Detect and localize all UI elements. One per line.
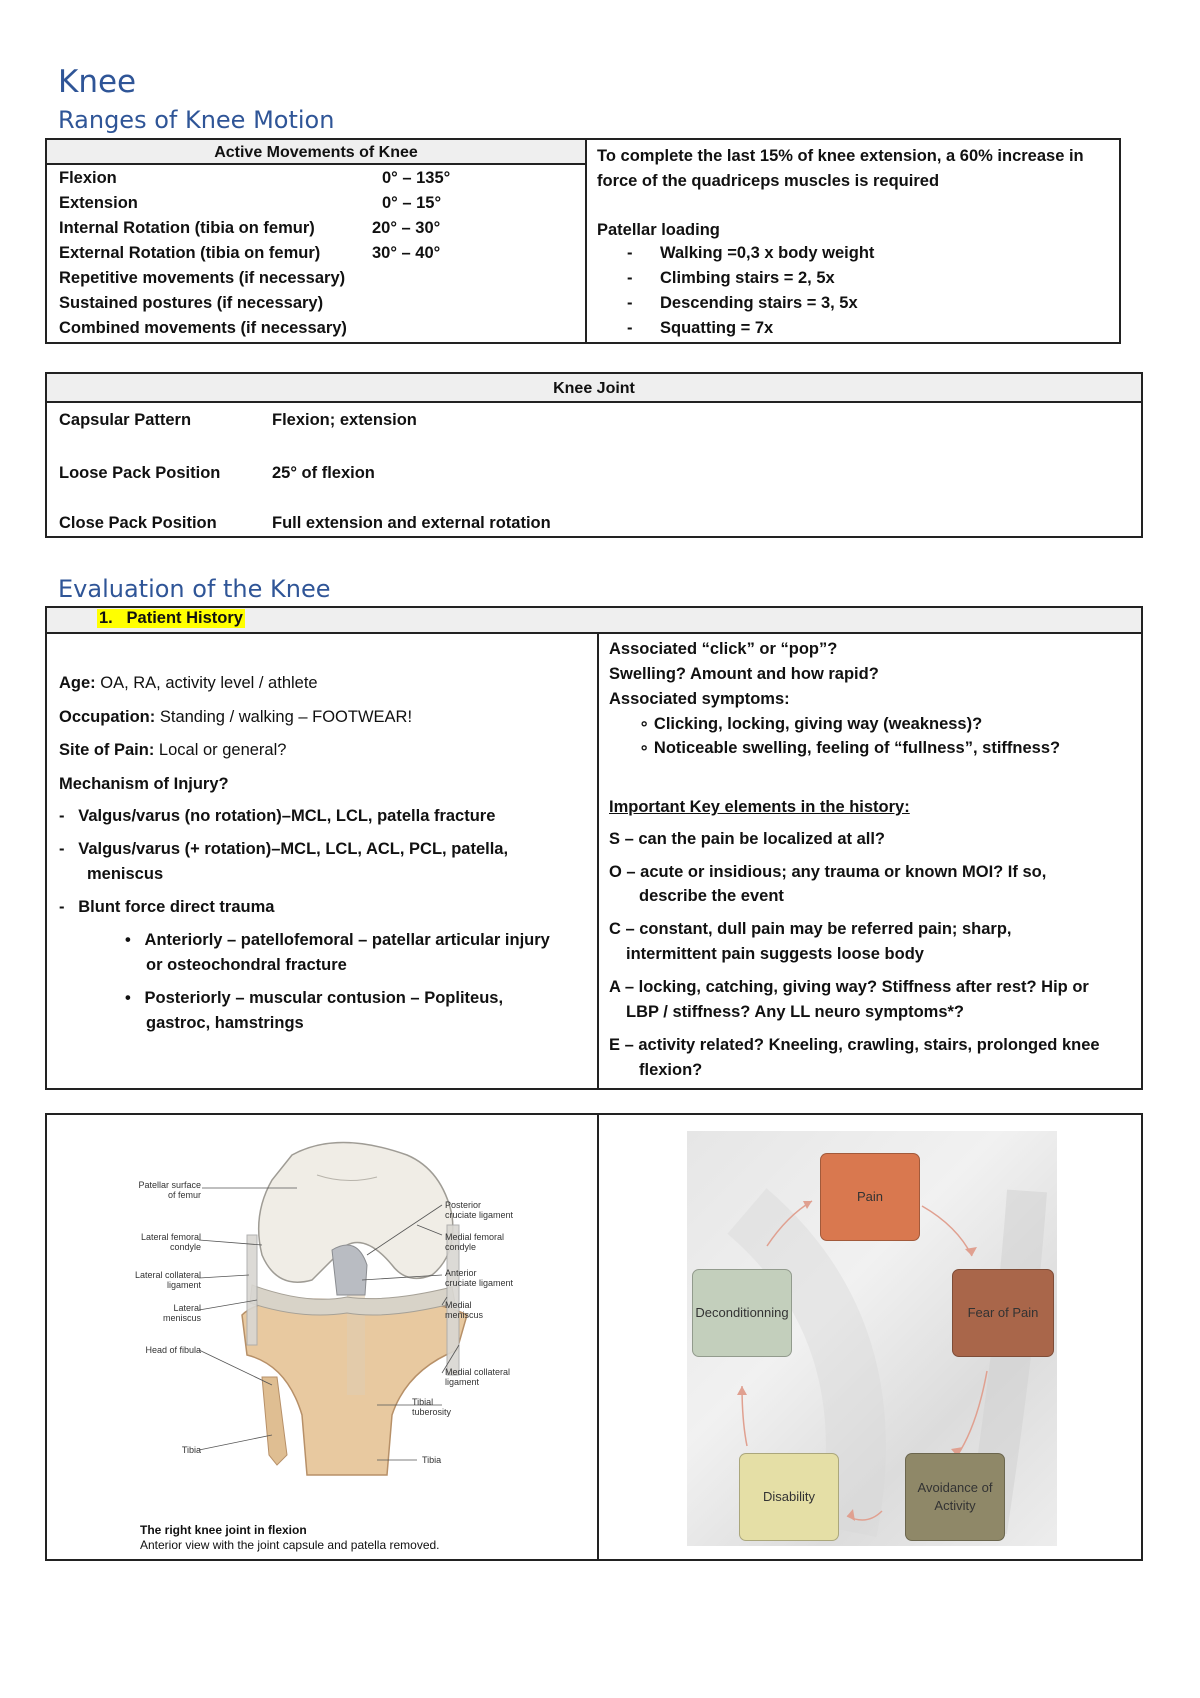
section-title-evaluation: Evaluation of the Knee xyxy=(58,575,331,603)
associated-symptoms: Associated symptoms: xyxy=(609,690,790,708)
label-tibia-right: Tibia xyxy=(422,1455,442,1465)
label-medial-femoral-condyle: Medial femoral condyle xyxy=(445,1232,505,1252)
moi-item-3: - Blunt force direct trauma xyxy=(59,898,275,916)
key-e-cont: flexion? xyxy=(639,1061,703,1079)
image-table xyxy=(45,1113,1143,1561)
list-item: - Squatting = 7x xyxy=(627,319,774,337)
label-tibia-left: Tibia xyxy=(181,1445,201,1455)
rom-header: Active Movements of Knee xyxy=(47,140,585,165)
rom-value-flexion: 0° – 135° xyxy=(382,169,451,187)
key-s: S – can the pain be localized at all? xyxy=(609,830,885,848)
occupation-line: Occupation: Standing / walking – FOOTWEAR! xyxy=(59,708,413,726)
list-item: - Climbing stairs = 2, 5x xyxy=(627,269,835,287)
key-a-cont: LBP / stiffness? Any LL neuro symptoms*? xyxy=(626,1003,965,1021)
history-header-label: 1. Patient History xyxy=(99,609,243,627)
capsular-pattern-value: Flexion; extension xyxy=(272,411,417,429)
patellar-loading-title: Patellar loading xyxy=(597,221,720,239)
symptom-item: ∘ Clicking, locking, giving way (weakness)? xyxy=(639,715,983,733)
label-patellar-surface: Patellar surface of femur xyxy=(138,1180,201,1200)
capsular-pattern-label: Capsular Pattern xyxy=(59,411,192,429)
label-anterior-cruciate: Anterior cruciate ligament xyxy=(445,1268,514,1288)
rom-value-internal: 20° – 30° xyxy=(372,219,441,237)
swelling-question: Swelling? Amount and how rapid? xyxy=(609,665,879,683)
close-pack-value: Full extension and external rotation xyxy=(272,514,551,532)
anatomy-caption-subtitle: Anterior view with the joint capsule and patella removed. xyxy=(140,1538,440,1552)
key-o-cont: describe the event xyxy=(639,887,784,905)
cycle-node-fear-of-pain: Fear of Pain xyxy=(952,1269,1054,1357)
cycle-node-disability: Disability xyxy=(739,1453,839,1541)
rom-extra-combined: Combined movements (if necessary) xyxy=(59,319,347,337)
label-tibial-tuberosity: Tibial tuberosity xyxy=(412,1397,452,1417)
rom-value-external: 30° – 40° xyxy=(372,244,441,262)
label-medial-meniscus: Medial meniscus xyxy=(445,1300,484,1320)
label-lateral-collateral: Lateral collateral ligament xyxy=(134,1270,201,1290)
loose-pack-value: 25° of flexion xyxy=(272,464,375,482)
pain-cycle-figure xyxy=(687,1131,1057,1546)
cycle-node-deconditionning: Deconditionning xyxy=(692,1269,792,1357)
knee-joint-table xyxy=(45,372,1143,538)
key-o: O – acute or insidious; any trauma or known MOI? If so, xyxy=(609,863,1047,881)
moi-title: Mechanism of Injury? xyxy=(59,775,229,793)
rom-label-external: External Rotation (tibia on femur) xyxy=(59,244,321,262)
patellar-loading-list xyxy=(627,241,874,341)
rom-note-line2: force of the quadriceps muscles is required xyxy=(597,172,940,190)
rom-extra-repetitive: Repetitive movements (if necessary) xyxy=(59,269,346,287)
rom-label-extension: Extension xyxy=(59,194,138,212)
symptom-item: ∘ Noticeable swelling, feeling of “fullness”, stiffness? xyxy=(639,739,1061,757)
age-line: Age: OA, RA, activity level / athlete xyxy=(59,674,318,692)
site-of-pain-line: Site of Pain: Local or general? xyxy=(59,741,287,759)
rom-label-flexion: Flexion xyxy=(59,169,117,187)
rom-table xyxy=(45,138,1121,344)
label-lateral-meniscus: Lateral meniscus xyxy=(162,1303,201,1323)
key-c: C – constant, dull pain may be referred pain; sharp, xyxy=(609,920,1012,938)
knee-anatomy-figure xyxy=(47,1115,597,1559)
key-a: A – locking, catching, giving way? Stiffness after rest? Hip or xyxy=(609,978,1089,996)
moi-item-2-cont: meniscus xyxy=(87,865,164,883)
cycle-node-pain: Pain xyxy=(820,1153,920,1241)
rom-extra-sustained: Sustained postures (if necessary) xyxy=(59,294,324,312)
loose-pack-label: Loose Pack Position xyxy=(59,464,221,482)
label-medial-collateral: Medial collateral ligament xyxy=(445,1367,511,1387)
click-pop-question: Associated “click” or “pop”? xyxy=(609,640,838,658)
key-c-cont: intermittent pain suggests loose body xyxy=(626,945,924,963)
rom-note-line1: To complete the last 15% of knee extension, a 60% increase in xyxy=(597,147,1084,165)
rom-value-extension: 0° – 15° xyxy=(382,194,442,212)
moi-item-2: - Valgus/varus (+ rotation)–MCL, LCL, ACL, PCL, patella, xyxy=(59,840,509,858)
knee-anatomy-illustration xyxy=(47,1115,597,1559)
moi-item-1: - Valgus/varus (no rotation)–MCL, LCL, patella fracture xyxy=(59,807,496,825)
page-title: Knee xyxy=(58,64,137,100)
list-item: - Descending stairs = 3, 5x xyxy=(627,294,858,312)
section-title-rom: Ranges of Knee Motion xyxy=(58,106,335,134)
anteriorly-line: • Anteriorly – patellofemoral – patellar articular injury xyxy=(125,931,550,949)
list-item: - Walking =0,3 x body weight xyxy=(627,244,875,262)
close-pack-label: Close Pack Position xyxy=(59,514,217,532)
label-lateral-femoral-condyle: Lateral femoral condyle xyxy=(140,1232,201,1252)
rom-label-internal: Internal Rotation (tibia on femur) xyxy=(59,219,315,237)
patient-history-table xyxy=(45,606,1143,1090)
posteriorly-line: • Posteriorly – muscular contusion – Popliteus, xyxy=(125,989,504,1007)
posteriorly-line-cont: gastroc, hamstrings xyxy=(146,1014,304,1032)
label-posterior-cruciate: Posterior cruciate ligament xyxy=(445,1200,514,1220)
anatomy-caption-title: The right knee joint in flexion xyxy=(140,1523,307,1537)
key-elements-title: Important Key elements in the history: xyxy=(609,798,910,816)
cycle-node-avoidance: Avoidance of Activity xyxy=(905,1453,1005,1541)
knee-joint-header: Knee Joint xyxy=(47,374,1141,403)
history-header xyxy=(47,608,1141,634)
anteriorly-line-cont: or osteochondral fracture xyxy=(146,956,347,974)
key-e: E – activity related? Kneeling, crawling, stairs, prolonged knee xyxy=(609,1036,1100,1054)
label-head-of-fibula: Head of fibula xyxy=(145,1345,201,1355)
